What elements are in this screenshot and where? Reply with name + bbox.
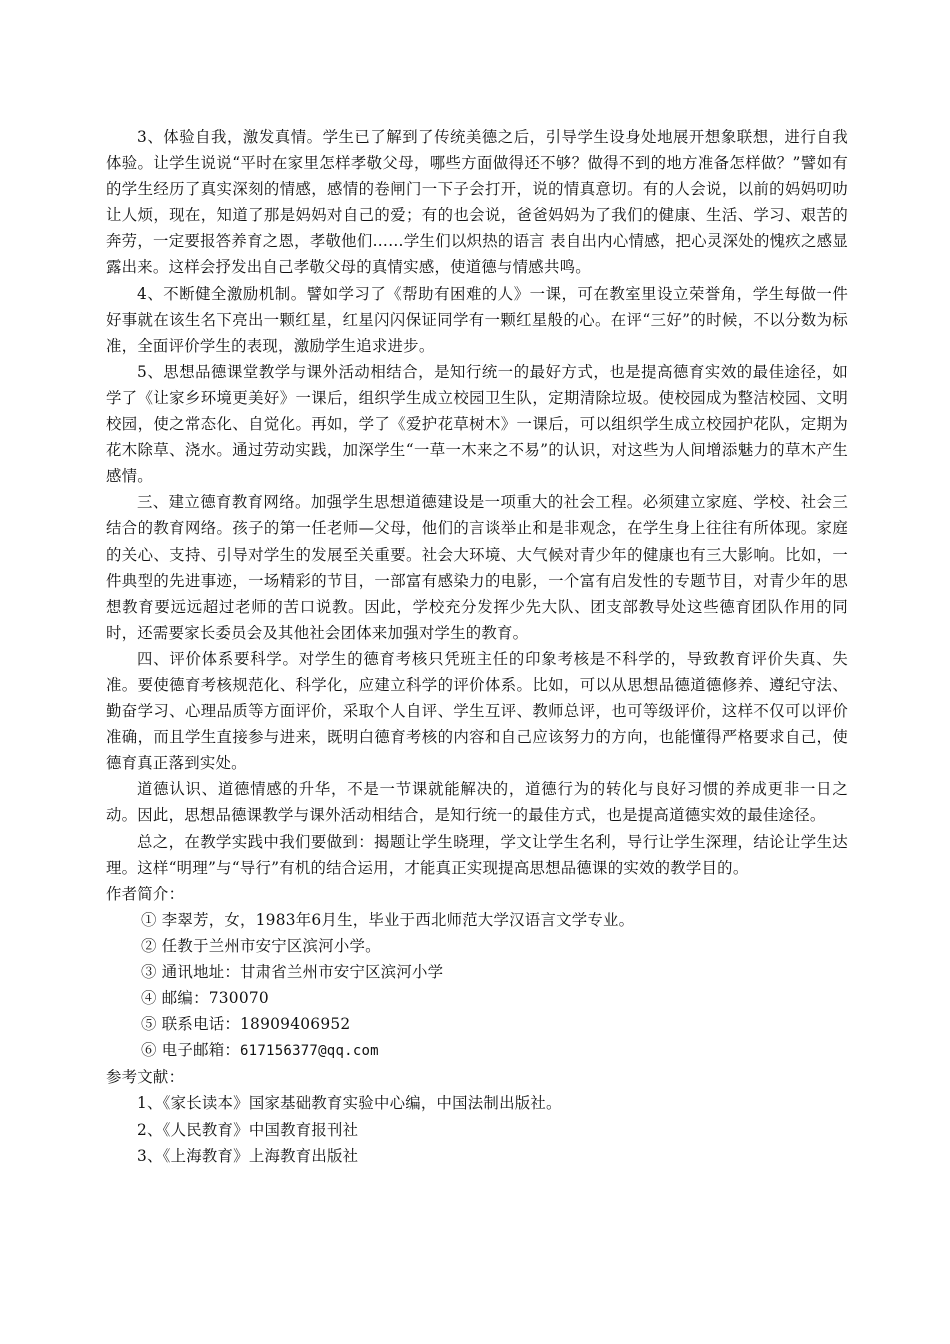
author-info-item: ④ 邮编：730070 [141,989,269,1008]
author-info-item: ② 任教于兰州市安宁区滨河小学。 [141,936,381,955]
paragraph-incentive-mechanism: 4、不断健全激励机制。譬如学习了《帮助有困难的人》一课，可在教室里设立荣誉角，学生每做一件好事就在该生名下亮出一颗红星，红星闪闪保证同学有一颗红星般的心。在评“三好”的时候，不以分数为标准，全面评价学生的表现，激励学生追求进步。 [106,284,848,355]
author-info-item: ⑤ 联系电话：18909406952 [141,1015,351,1034]
paragraph-conclusion: 总之，在教学实践中我们要做到：揭题让学生晓理，学文让学生名利，导行让学生深理，结论让学生达理。这样“明理”与“导行”有机的结合运用，才能真正实现提高思想品德课的实效的教学目的。 [106,832,848,877]
paragraph-experience-self: 3、体验自我，激发真情。学生已了解到了传统美德之后，引导学生设身处地展开想象联想，进行自我体验。让学生说说“平时在家里怎样孝敬父母，哪些方面做得还不够？做得不到的地方准备怎样做？”譬如有的学生经历了真实深刻的情感，感情的卷闸门一下子会打开，说的情真意切。有的人会说，以前的妈妈叨叻让人烦，现在，知道了那是妈妈对自己的爱；有的也会说，爸爸妈妈为了我们的健康、生活、学习、艰苦的奔劳，一定要报答养育之恩，孝敬他们……学生们以炽热的语言 表自出内心情感，把心灵深处的愧疚之感显露出来。这样会抒发出自己孝敬父母的真情实感，使道德与情感共鸣。 [106,128,848,277]
document-body [106,124,848,1169]
reference-item: 1、《家长读本》国家基础教育实验中心编，中国法制出版社。 [137,1094,562,1113]
author-heading: 作者简介： [106,884,185,903]
author-info-item: ③ 通讯地址：甘肃省兰州市安宁区滨河小学 [141,963,444,981]
author-email-item [106,1037,848,1064]
email-label: ⑥ 电子邮箱： [141,1041,240,1060]
references-list [106,1090,848,1168]
author-info-item: ① 李翠芳，女，1983年6月生，毕业于西北师范大学汉语言文学专业。 [141,910,635,929]
paragraph-moral-sublimation: 道德认识、道德情感的升华，不是一节课就能解决的，道德行为的转化与良好习惯的养成更非一日之动。因此，思想品德课教学与课外活动相结合，是知行统一的最佳方式，也是提高道德实效的最佳途径。 [106,780,848,825]
author-info-list [106,907,848,1065]
references-heading: 参考文献： [106,1068,185,1087]
paragraph-evaluation-system: 四、评价体系要科学。对学生的德育考核只凭班主任的印象考核是不科学的，导致教育评价失真、失准。要使德育考核规范化、科学化，应建立科学的评价体系。比如，可以从思想品德道德修养、遵纪守法、勤奋学习、心理品质等方面评价，采取个人自评、学生互评、教师总评，也可等级评价，这样不仅可以评价准确，而且学生直接参与进来，既明白德育考核的内容和自己应该努力的方向，也能懂得严格要求自己，使德育真正落到实处。 [106,649,848,773]
reference-item: 2、《人民教育》中国教育报刊社 [137,1120,359,1139]
paragraph-class-and-activities: 5、思想品德课堂教学与课外活动相结合，是知行统一的最好方式，也是提高德育实效的最佳途径，如学了《让家乡环境更美好》一课后，组织学生成立校园卫生队，定期清除垃圾。使校园成为整洁校园、文明校园，使之常态化、自觉化。再如，学了《爱护花草树木》一课后，可以组织学生成立校园护花队，定期为花木除草、浇水。通过劳动实践，加深学生“一草一木来之不易”的认识，对这些为人间增添魅力的草木产生感情。 [106,362,848,486]
paragraph-education-network: 三、建立德育教育网络。加强学生思想道德建设是一项重大的社会工程。必须建立家庭、学校、社会三结合的教育网络。孩子的第一任老师—父母，他们的言谈举止和是非观念，在学生身上往往有所体现。家庭的关心、支持、引导对学生的发展至关重要。社会大环境、大气候对青少年的健康也有三大影响。比如，一件典型的先进事迹，一场精彩的节目，一部富有感染力的电影，一个富有启发性的专题节目，对青少年的思想教育要远远超过老师的苦口说教。因此，学校充分发挥少先大队、团支部教导处这些德育团队作用的同时，还需要家长委员会及其他社会团体来加强对学生的教育。 [106,493,848,642]
reference-item: 3、《上海教育》上海教育出版社 [137,1146,359,1165]
email-address: 617156377@qq.com [240,1043,379,1060]
